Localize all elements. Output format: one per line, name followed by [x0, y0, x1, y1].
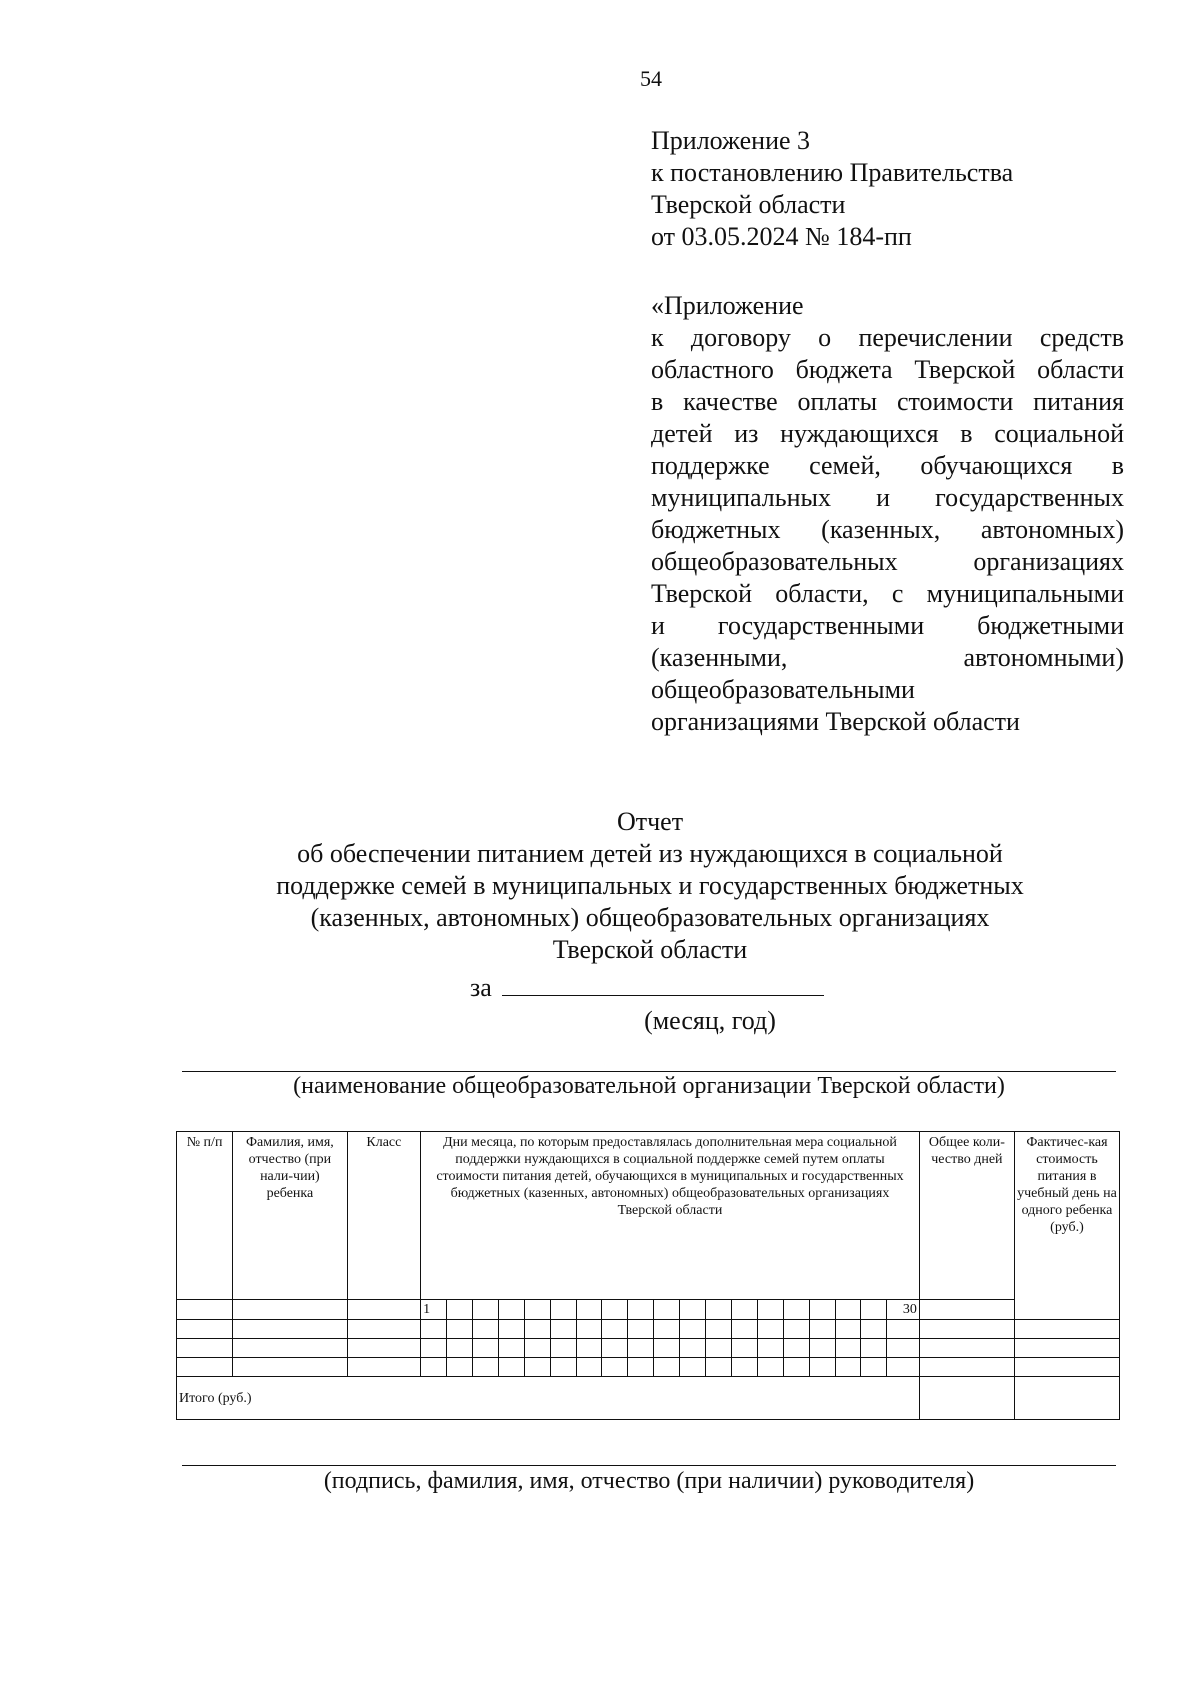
table-cell[interactable] [524, 1320, 550, 1339]
table-cell[interactable] [177, 1358, 233, 1377]
table-cell[interactable] [233, 1300, 347, 1320]
table-cell[interactable] [524, 1358, 550, 1377]
table-cell[interactable] [233, 1358, 347, 1377]
report-subtitle-line: об обеспечении питанием детей из нуждающихся в социальной [297, 839, 1003, 868]
total-days-cell[interactable] [919, 1377, 1014, 1420]
table-cell[interactable] [446, 1358, 472, 1377]
table-row [177, 1320, 1120, 1339]
table-cell[interactable] [919, 1358, 1014, 1377]
day-cell [835, 1300, 861, 1320]
header-days: Дни месяца, по которым предоставлялась дополнительная мера социальной поддержки нуждающихся в социальной поддержке семей путем оплаты стоимости питания детей, обучающихся в муниципальных и государственных бюджетных (казенных, автономных) общеобразовательных организациях Тверской области [421, 1132, 920, 1300]
table-cell[interactable] [550, 1358, 576, 1377]
appendix-line: Приложение 3 [651, 126, 811, 155]
table-cell[interactable] [887, 1339, 920, 1358]
table-cell[interactable] [757, 1320, 783, 1339]
table-cell[interactable] [628, 1320, 654, 1339]
day-cell [731, 1300, 757, 1320]
appendix-line: от 03.05.2024 № 184-пп [651, 222, 912, 251]
table-cell[interactable] [706, 1358, 732, 1377]
table-cell[interactable] [233, 1339, 347, 1358]
table-cell[interactable] [421, 1358, 447, 1377]
page-number: 54 [640, 66, 662, 91]
table-cell[interactable] [347, 1339, 420, 1358]
table-cell[interactable] [706, 1320, 732, 1339]
header-class: Класс [347, 1132, 420, 1300]
header-name: Фамилия, имя, отчество (при нали-чии) ребенка [233, 1132, 347, 1300]
table-cell[interactable] [861, 1320, 887, 1339]
contract-appendix-line: (казенными, автономными) [651, 643, 1124, 672]
day-cell [861, 1300, 887, 1320]
contract-appendix-line: общеобразовательными [651, 675, 915, 704]
table-total-row [177, 1377, 1120, 1420]
table-cell[interactable] [347, 1358, 420, 1377]
table-row [177, 1358, 1120, 1377]
header-total-days: Общее коли-чество дней [919, 1132, 1014, 1300]
day-cell [706, 1300, 732, 1320]
period-fill-line[interactable] [502, 971, 824, 996]
day-cell [654, 1300, 680, 1320]
contract-appendix-line: общеобразовательных организациях [651, 547, 1124, 576]
day-cell [550, 1300, 576, 1320]
contract-appendix-line: бюджетных (казенных, автономных) [651, 515, 1124, 544]
day-cell [446, 1300, 472, 1320]
org-name-caption: (наименование общеобразовательной организации Тверской области) [293, 1073, 1005, 1099]
day-cell [783, 1300, 809, 1320]
period-prefix: за [470, 973, 492, 1002]
table-cell[interactable] [919, 1339, 1014, 1358]
contract-appendix-line: в качестве оплаты стоимости питания [651, 387, 1124, 416]
signature-caption: (подпись, фамилия, имя, отчество (при наличии) руководителя) [323, 1468, 975, 1494]
table-cell[interactable] [654, 1320, 680, 1339]
contract-appendix-line: организациями Тверской области [651, 707, 1020, 736]
report-period-row [470, 971, 824, 1004]
table-cell[interactable] [887, 1320, 920, 1339]
table-cell[interactable] [576, 1320, 602, 1339]
table-cell[interactable] [706, 1339, 732, 1358]
table-cell[interactable] [887, 1358, 920, 1377]
table-cell[interactable] [177, 1300, 233, 1320]
table-cell[interactable] [809, 1339, 835, 1358]
day-cell [680, 1300, 706, 1320]
report-subtitle-line: Тверской области [552, 935, 748, 964]
contract-appendix-line: областного бюджета Тверской области [651, 355, 1124, 384]
table-header-row [177, 1132, 1120, 1300]
table-cell[interactable] [524, 1339, 550, 1358]
period-caption: (месяц, год) [644, 1006, 776, 1035]
table-row [177, 1339, 1120, 1358]
total-label: Итого (руб.) [177, 1377, 920, 1420]
contract-appendix-line: детей из нуждающихся в социальной [651, 419, 1124, 448]
table-cell[interactable] [472, 1339, 498, 1358]
table-cell[interactable] [472, 1320, 498, 1339]
report-title-block [200, 806, 1100, 966]
table-cell[interactable] [835, 1339, 861, 1358]
day-cell [524, 1300, 550, 1320]
table-cell[interactable] [576, 1339, 602, 1358]
table-cell[interactable] [654, 1358, 680, 1377]
table-cell[interactable] [628, 1358, 654, 1377]
table-cell[interactable] [347, 1320, 420, 1339]
table-cell[interactable] [472, 1358, 498, 1377]
contract-appendix-line: муниципальных и государственных [651, 483, 1124, 512]
table-cell[interactable] [446, 1339, 472, 1358]
table-cell[interactable] [602, 1320, 628, 1339]
day-cell-last: 30 [887, 1300, 920, 1320]
day-cell [576, 1300, 602, 1320]
table-cell[interactable] [835, 1358, 861, 1377]
table-cell[interactable] [1014, 1320, 1119, 1339]
table-cell[interactable] [680, 1339, 706, 1358]
table-cell[interactable] [602, 1358, 628, 1377]
table-cell[interactable] [602, 1339, 628, 1358]
table-cell[interactable] [498, 1358, 524, 1377]
appendix-header [651, 125, 1111, 253]
table-cell[interactable] [347, 1300, 420, 1320]
table-cell[interactable] [550, 1320, 576, 1339]
table-cell[interactable] [421, 1339, 447, 1358]
table-cell[interactable] [809, 1320, 835, 1339]
contract-appendix-header [651, 290, 1124, 738]
table-cell[interactable] [861, 1358, 887, 1377]
table-cell[interactable] [783, 1320, 809, 1339]
day-cell [498, 1300, 524, 1320]
table-cell[interactable] [1014, 1358, 1119, 1377]
table-cell[interactable] [783, 1339, 809, 1358]
day-cell [472, 1300, 498, 1320]
day-cell [602, 1300, 628, 1320]
contract-appendix-line: Тверской области, с муниципальными [651, 579, 1124, 608]
table-cell[interactable] [628, 1339, 654, 1358]
table-cell[interactable] [177, 1320, 233, 1339]
appendix-line: Тверской области [651, 190, 846, 219]
contract-appendix-line: поддержке семей, обучающихся в [651, 451, 1124, 480]
table-cell[interactable] [783, 1358, 809, 1377]
table-cell[interactable] [835, 1320, 861, 1339]
table-cell[interactable] [809, 1358, 835, 1377]
table-cell[interactable] [576, 1358, 602, 1377]
total-cost-cell[interactable] [1014, 1377, 1119, 1420]
table-cell[interactable] [177, 1339, 233, 1358]
table-cell[interactable] [861, 1339, 887, 1358]
header-cost: Фактичес-кая стоимость питания в учебный день на одного ребенка (руб.) [1014, 1132, 1119, 1320]
report-subtitle-line: поддержке семей в муниципальных и государственных бюджетных [276, 871, 1024, 900]
day-cell-first: 1 [421, 1300, 447, 1320]
table-cell[interactable] [919, 1300, 1014, 1320]
contract-appendix-title: «Приложение [651, 291, 804, 320]
table-cell[interactable] [550, 1339, 576, 1358]
table-cell[interactable] [757, 1358, 783, 1377]
table-cell[interactable] [654, 1339, 680, 1358]
report-table [176, 1131, 1120, 1420]
table-cell[interactable] [731, 1320, 757, 1339]
table-cell[interactable] [680, 1320, 706, 1339]
table-cell[interactable] [680, 1358, 706, 1377]
appendix-line: к постановлению Правительства [651, 158, 1014, 187]
report-subtitle-line: (казенных, автономных) общеобразовательных организациях [310, 903, 990, 932]
table-cell[interactable] [757, 1339, 783, 1358]
table-cell[interactable] [446, 1320, 472, 1339]
day-cell [809, 1300, 835, 1320]
day-cell [757, 1300, 783, 1320]
table-cell[interactable] [498, 1320, 524, 1339]
table-cell[interactable] [421, 1320, 447, 1339]
table-cell[interactable] [731, 1339, 757, 1358]
header-num: № п/п [177, 1132, 233, 1300]
table-cell[interactable] [731, 1358, 757, 1377]
table-cell[interactable] [919, 1320, 1014, 1339]
report-title: Отчет [616, 807, 684, 836]
table-cell[interactable] [233, 1320, 347, 1339]
table-cell[interactable] [498, 1339, 524, 1358]
day-cell [628, 1300, 654, 1320]
contract-appendix-line: к договору о перечислении средств [651, 323, 1124, 352]
table-day-row [177, 1300, 1120, 1320]
table-cell[interactable] [1014, 1339, 1119, 1358]
contract-appendix-line: и государственными бюджетными [651, 611, 1124, 640]
